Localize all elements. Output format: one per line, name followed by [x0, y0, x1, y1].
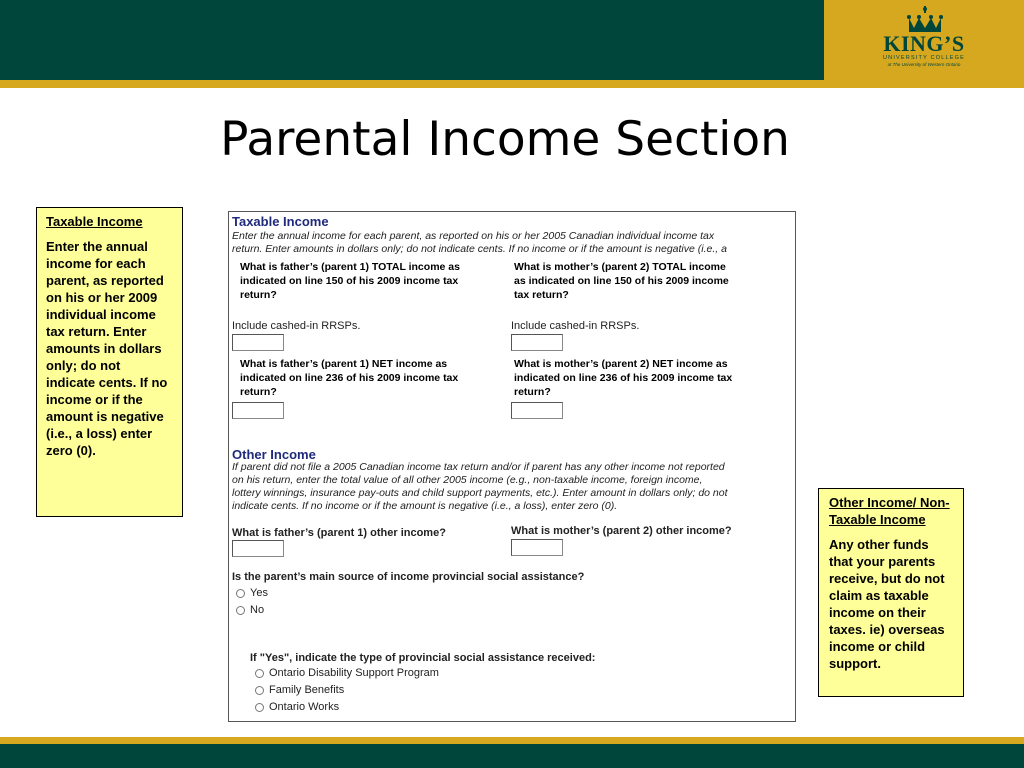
footer-gold-stripe [0, 737, 1024, 744]
radio-button[interactable] [255, 686, 264, 695]
callout-title: Other Income/ Non- Taxable Income [829, 495, 950, 527]
mother-rrsp-note: Include cashed-in RRSPs. [511, 320, 640, 332]
radio-button[interactable] [236, 589, 245, 598]
slide-title: Parental Income Section [220, 112, 790, 167]
other-income-callout [818, 488, 964, 697]
mother-net-income-question: What is mother’s (parent 2) NET income as indicated on line 236 of his 2009 income tax return? [514, 358, 733, 398]
taxable-income-heading: Taxable Income [232, 214, 329, 229]
parental-income-form [228, 211, 796, 722]
father-other-income-input[interactable] [232, 540, 284, 557]
father-other-income-question: What is father’s (parent 1) other income? [232, 527, 446, 539]
other-note-line-3: lottery winnings, insurance pay-outs and child support payments, etc.). Enter amount in dollars only; do not [232, 487, 728, 499]
crown-icon [905, 6, 945, 34]
header-bar [0, 0, 824, 80]
taxable-note-line-2: return. Enter amounts in dollars only; do not indicate cents. If no income or if the amount is negative (i.e., a [232, 243, 727, 255]
assistance-type-question: If "Yes", indicate the type of provincial social assistance received: [250, 652, 596, 664]
radio-yes[interactable] [236, 587, 268, 599]
father-total-income-question: What is father’s (parent 1) TOTAL income as indicated on line 150 of his 2009 income tax return? [240, 261, 460, 301]
father-total-income-input[interactable] [232, 334, 284, 351]
mother-other-income-question: What is mother’s (parent 2) other income? [511, 525, 732, 537]
radio-button[interactable] [255, 703, 264, 712]
radio-family-benefits[interactable] [255, 684, 344, 696]
social-assistance-question: Is the parent’s main source of income provincial social assistance? [232, 571, 585, 583]
radio-no[interactable] [236, 604, 264, 616]
radio-no-label: No [250, 604, 265, 616]
radio-label: Family Benefits [269, 684, 345, 696]
father-net-income-question: What is father’s (parent 1) NET income as indicated on line 236 of his 2009 income tax return? [240, 358, 459, 398]
taxable-income-callout [36, 207, 183, 517]
mother-net-income-input[interactable] [511, 402, 563, 419]
mother-total-income-question: What is mother’s (parent 2) TOTAL income as indicated on line 150 of his 2009 income tax return? [514, 261, 729, 301]
logo-subtitle: UNIVERSITY COLLEGE [882, 55, 966, 61]
radio-button[interactable] [236, 606, 245, 615]
footer-bar [0, 744, 1024, 768]
radio-yes-label: Yes [250, 587, 268, 599]
callout-body: Enter the annual income for each parent, as reported on his or her 2009 individual income tax return. Enter amounts in dollars only; do not indicate cents. If no income or if the amount is negative (i.e., a loss) enter zero (0). [46, 239, 168, 458]
father-net-income-input[interactable] [232, 402, 284, 419]
callout-title: Taxable Income [46, 214, 143, 229]
header-gold-stripe [0, 80, 1024, 88]
taxable-note-line-1: Enter the annual income for each parent, as reported on his or her 2005 Canadian individual income tax [232, 230, 715, 242]
radio-button[interactable] [255, 669, 264, 678]
radio-label: Ontario Works [269, 701, 340, 713]
radio-ontario-disability[interactable] [255, 667, 439, 679]
other-note-line-1: If parent did not file a 2005 Canadian income tax return and/or if parent has any other income not reported [232, 461, 725, 473]
radio-label: Ontario Disability Support Program [269, 667, 439, 679]
logo-wordmark: KING’S [883, 31, 965, 56]
mother-total-income-input[interactable] [511, 334, 563, 351]
radio-ontario-works[interactable] [255, 701, 339, 713]
other-income-heading: Other Income [232, 447, 316, 462]
father-rrsp-note: Include cashed-in RRSPs. [232, 320, 361, 332]
mother-other-income-input[interactable] [511, 539, 563, 556]
callout-body: Any other funds that your parents receive, but do not claim as taxable income on their taxes. ie) overseas income or child support. [829, 537, 945, 671]
logo-subtitle-2: at The University of Western Ontario [887, 62, 961, 67]
other-note-line-2: on his return, enter the total value of all other 2005 income (e.g., non-taxable income, foreign income, [232, 474, 703, 486]
other-note-line-4: indicate cents. If no income or if the amount is negative (i.e., a loss), enter zero (0). [232, 500, 618, 512]
